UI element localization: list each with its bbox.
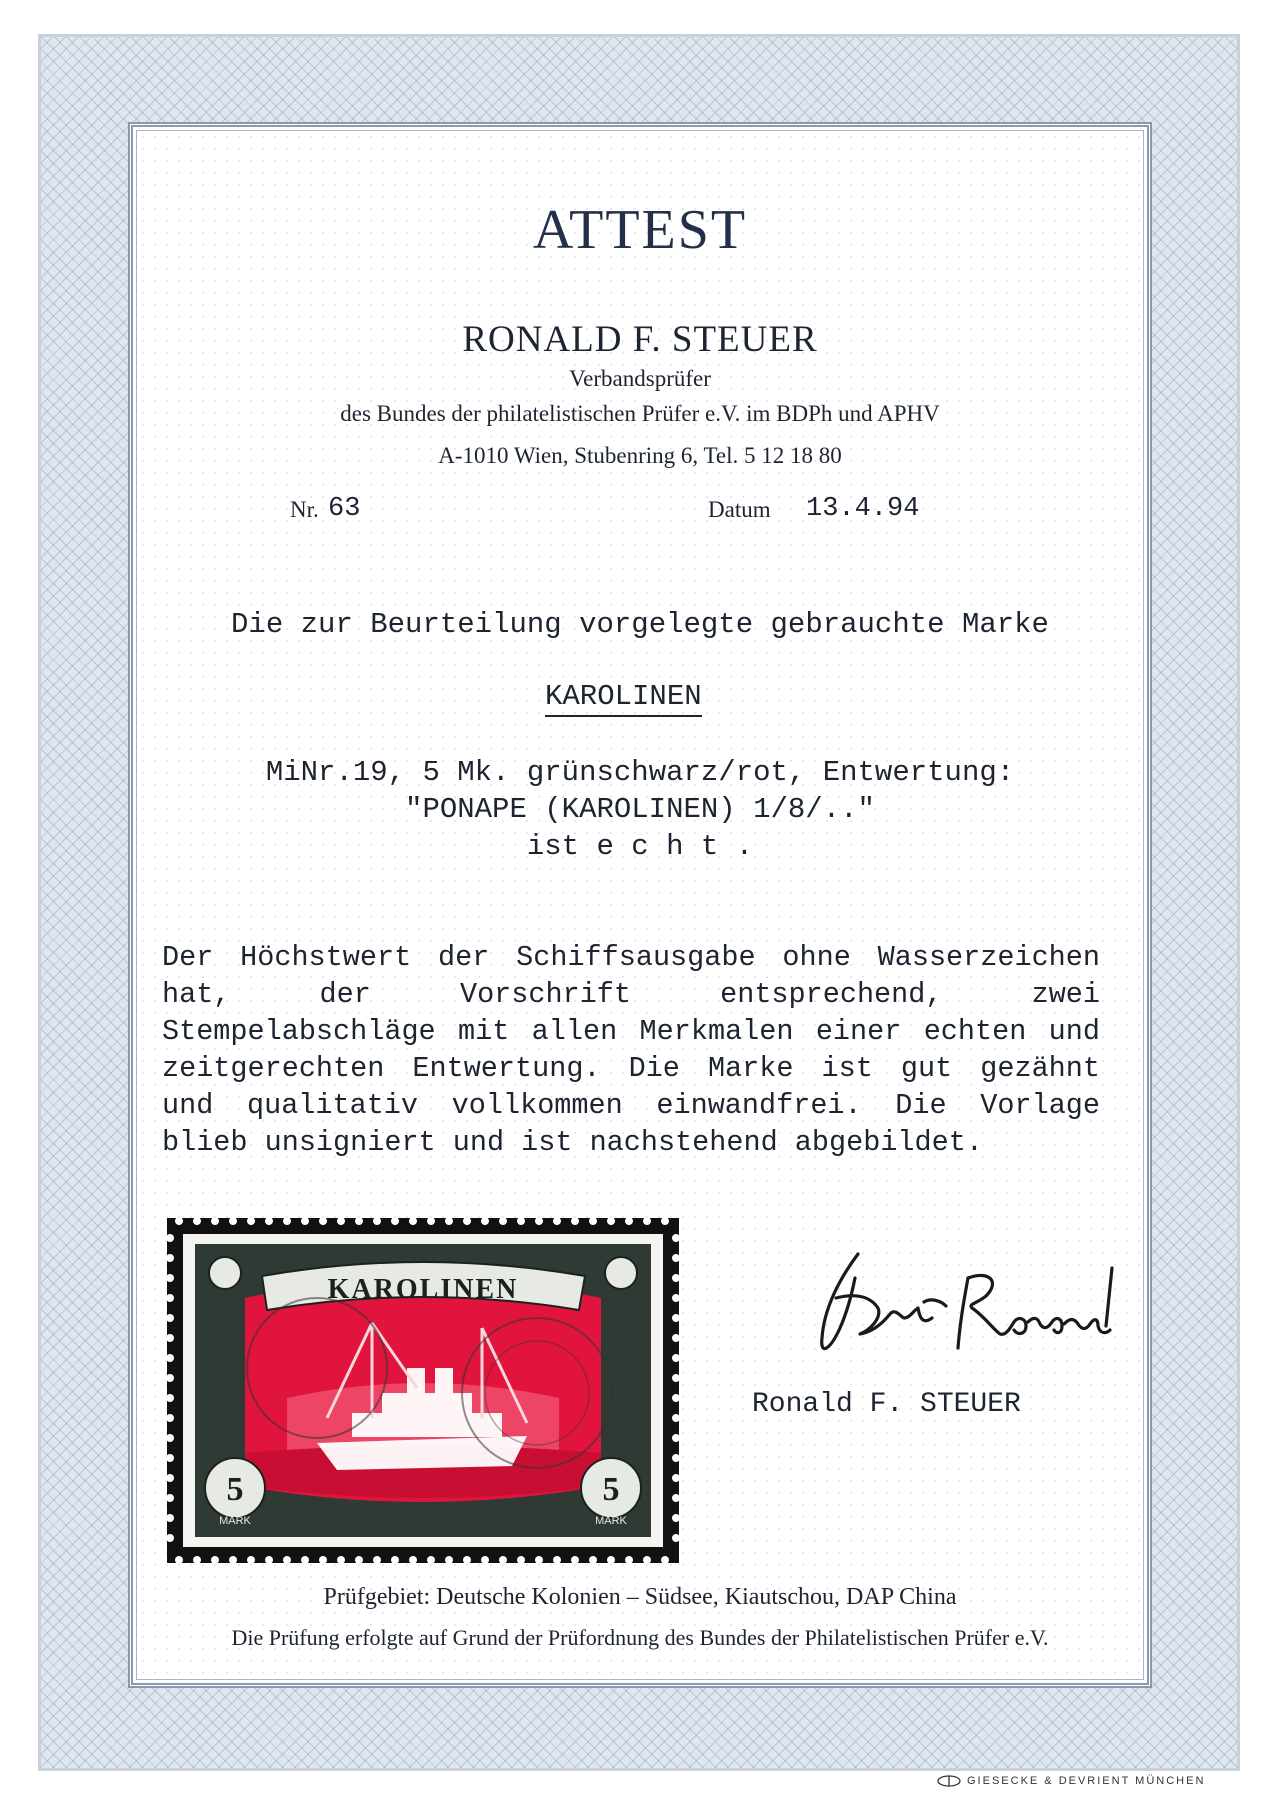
printer-mark bbox=[937, 1775, 1205, 1787]
cancellation-text: "PONAPE (KAROLINEN) 1/8/.." bbox=[405, 793, 875, 826]
territory-heading: KAROLINEN bbox=[545, 680, 702, 717]
stamp-currency-right: MARK bbox=[595, 1515, 627, 1527]
stamp-description: MiNr.19, 5 Mk. grünschwarz/rot, Entwertung: bbox=[265, 756, 1015, 789]
examiner-role: Verbandsprüfer bbox=[569, 366, 711, 391]
description-paragraph: Der Höchstwert der Schiffsausgabe ohne Wasserzeichen hat, der Vorschrift entsprechend, zwei Stempelabschläge mit allen Merkmalen einer echten und zeitgerechten Entwertung. Die Marke ist gut gezähnt und qualitativ vollkommen einwandfrei. Die Vorlage blieb unsigniert und ist nachstehend abgebildet. bbox=[162, 941, 1100, 1159]
signer-name: Ronald F. STEUER bbox=[752, 1389, 1021, 1420]
stamp-image bbox=[167, 1218, 679, 1563]
footer-scope: Prüfgebiet: Deutsche Kolonien – Südsee, Kiautschou, DAP China bbox=[323, 1584, 957, 1610]
verdict: ist e c h t . bbox=[526, 830, 754, 863]
number-label: Nr. bbox=[290, 497, 319, 522]
stamp-banner-text: KAROLINEN bbox=[327, 1274, 519, 1305]
number-value: 63 bbox=[328, 494, 361, 524]
stamp-value-right: 5 bbox=[602, 1471, 620, 1508]
date-label: Datum bbox=[708, 497, 771, 522]
stamp-value-left: 5 bbox=[226, 1471, 244, 1508]
examiner-address: A-1010 Wien, Stubenring 6, Tel. 5 12 18 80 bbox=[438, 443, 842, 468]
examiner-association: des Bundes der philatelistischen Prüfer e.V. im BDPh und APHV bbox=[340, 401, 940, 426]
footer-rules: Die Prüfung erfolgte auf Grund der Prüfordnung des Bundes der Philatelistischen Prüfer e.V. bbox=[231, 1625, 1049, 1650]
date-value: 13.4.94 bbox=[806, 494, 920, 524]
printer-text: GIESECKE & DEVRIENT MÜNCHEN bbox=[967, 1775, 1206, 1787]
stamp-artwork bbox=[167, 1218, 679, 1563]
printer-logo-icon bbox=[937, 1775, 961, 1787]
examiner-name: RONALD F. STEUER bbox=[462, 319, 818, 360]
intro-line: Die zur Beurteilung vorgelegte gebrauchte Marke bbox=[231, 608, 1049, 641]
stamp-currency-left: MARK bbox=[219, 1515, 251, 1527]
examiner-signature bbox=[800, 1238, 1130, 1368]
document-title: ATTEST bbox=[532, 199, 748, 261]
